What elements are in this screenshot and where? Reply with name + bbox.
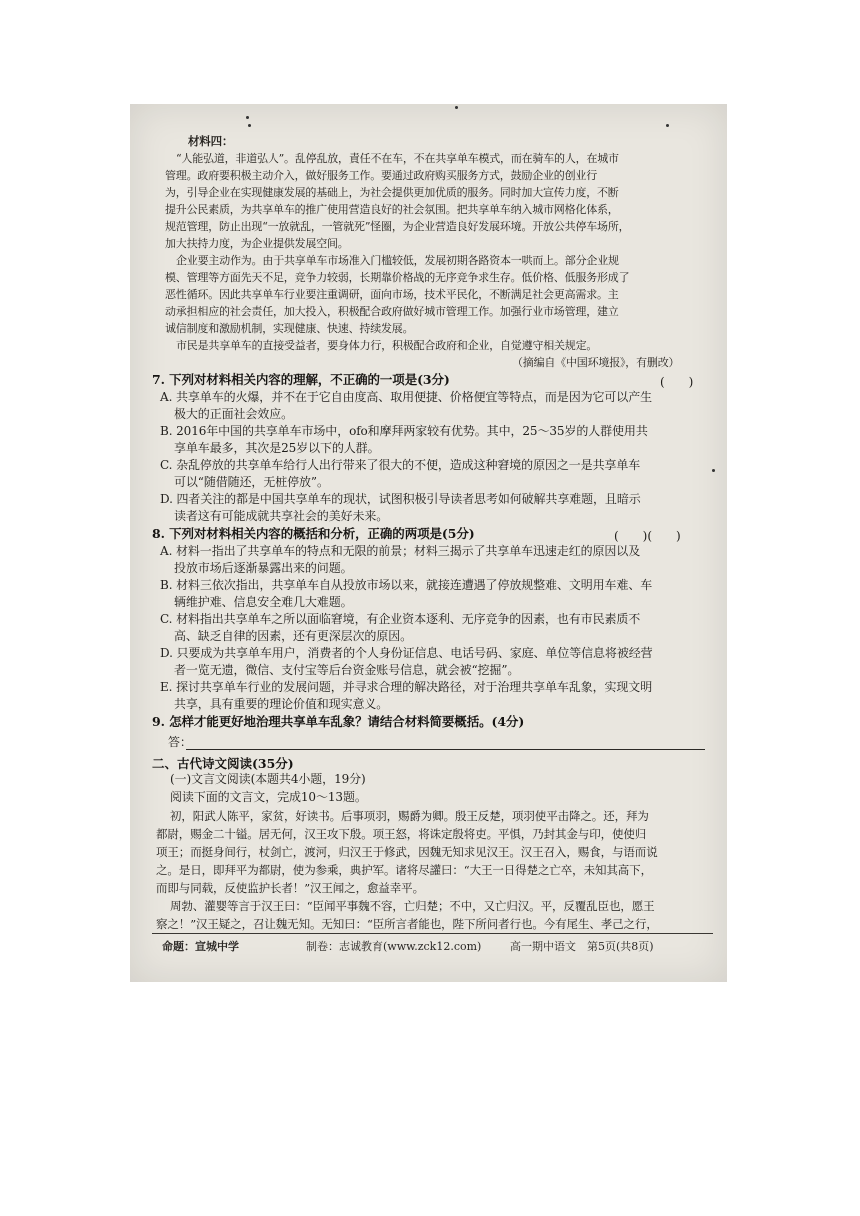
material-line: 加大扶持力度，为企业提供发展空间。 (165, 237, 349, 250)
option-line: 共享，具有重要的理论价值和现实意义。 (174, 697, 389, 711)
question-7-stem: 7. 下列对材料相关内容的理解，不正确的一项是(3分) (152, 372, 450, 387)
classical-text-line: 都尉，赐金二十镒。居无何，汉王攻下殷。项王怒，将诛定殷将吏。平惧，乃封其金与印，使使归 (156, 827, 647, 841)
answer-bracket[interactable]: ( )( ) (614, 529, 681, 543)
option-line: C. 杂乱停放的共享单车给行人出行带来了很大的不便，造成这种窘境的原因之一是共享单车 (160, 458, 641, 472)
material-line: 模、管理等方面先天不足，竞争力较弱，长期靠价格战的无序竞争求生存。低价格、低服务形成了 (165, 271, 630, 284)
subsection-title: (一)文言文阅读(本题共4小题，19分) (170, 772, 366, 786)
footer-page-number: 高一期中语文 第5页(共8页) (510, 940, 654, 953)
scan-speck (455, 106, 458, 109)
option-line: 投放市场后逐渐暴露出来的问题。 (174, 561, 353, 575)
instruction: 阅读下面的文言文，完成10～13题。 (170, 790, 367, 804)
question-8-stem: 8. 下列对材料相关内容的概括和分析，正确的两项是(5分) (152, 526, 475, 541)
footer-producer: 制卷：志诚教育(www.zck12.com) (306, 940, 482, 953)
scan-speck (246, 116, 249, 119)
option-line: 可以“随借随还，无桩停放”。 (174, 475, 329, 489)
scanned-exam-page (130, 104, 727, 982)
classical-text-line: 初，阳武人陈平，家贫，好读书。后事项羽，赐爵为卿。殷王反楚，项羽使平击降之。还，拜为 (170, 809, 649, 823)
answer-bracket[interactable]: ( ) (660, 375, 694, 389)
option-line: D. 四者关注的都是中国共享单车的现状，试图积极引导读者思考如何破解共享难题，且暗示 (160, 492, 641, 506)
answer-line[interactable] (186, 749, 705, 750)
material-line: 提升公民素质，为共享单车的推广使用营造良好的社会氛围。把共享单车纳入城市网格化体系， (165, 203, 619, 216)
answer-label: 答： (168, 735, 192, 749)
scan-speck (666, 124, 669, 127)
classical-text-line: 之。是日，即拜平为都尉，使为参乘，典护军。诸将尽讙曰：“大王一日得楚之亡卒，未知其高下， (156, 863, 652, 877)
option-line: 享单车最多，其次是25岁以下的人群。 (174, 441, 380, 455)
section-title: 二、古代诗文阅读(35分) (152, 756, 294, 771)
option-line: B. 材料三依次指出，共享单车自从投放市场以来，就接连遭遇了停放规整难、文明用车难、车 (160, 578, 653, 592)
option-line: D. 只要成为共享单车用户，消费者的个人身份证信息、电话号码、家庭、单位等信息将被经营 (160, 646, 653, 660)
option-line: 读者这有可能成就共享社会的美好未来。 (174, 509, 389, 523)
material-line: 企业要主动作为。由于共享单车市场准入门槛较低，发展初期各路资本一哄而上。部分企业规 (176, 254, 619, 267)
classical-text-line: 察之！”汉王疑之，召让魏无知。无知曰：“臣所言者能也，陛下所问者行也。今有尾生、孝己之行， (156, 917, 658, 931)
material-line: 管理。政府要积极主动介入，做好服务工作。要通过政府购买服务方式，鼓励企业的创业行 (165, 169, 597, 182)
option-line: E. 探讨共享单车行业的发展问题，并寻求合理的解决路径，对于治理共享单车乱象，实现文明 (160, 680, 653, 694)
option-line: 者一览无遗，微信、支付宝等后台资金账号信息，就会被“挖掘”。 (174, 663, 520, 677)
option-line: 极大的正面社会效应。 (174, 407, 294, 421)
material-line: 动承担相应的社会责任，加大投入，积极配合政府做好城市管理工作。加强行业市场管理，建立 (165, 305, 619, 318)
classical-text-line: 周勃、灌婴等言于汉王曰：“臣闻平事魏不容，亡归楚；不中，又亡归汉。平，反覆乱臣也，愿王 (170, 899, 655, 913)
material-line: 恶性循环。因此共享单车行业要注重调研，面向市场，技术平民化，不断满足社会更高需求。主 (165, 288, 619, 301)
material-heading: 材料四： (188, 134, 234, 148)
material-line: 为，引导企业在实现健康发展的基础上，为社会提供更加优质的服务。同时加大宣传力度，不断 (165, 186, 619, 199)
classical-text-line: 而即与同载，反使监护长者！”汉王闻之，愈益幸平。 (156, 881, 424, 895)
material-line: 诚信制度和激励机制，实现健康、快速、持续发展。 (165, 322, 414, 335)
footer-rule (152, 933, 713, 934)
option-line: 高、缺乏自律的因素，还有更深层次的原因。 (174, 629, 413, 643)
scan-speck (248, 124, 251, 127)
footer-author: 命题：宣城中学 (162, 940, 239, 953)
material-line: 规范管理，防止出现“一放就乱，一管就死”怪圈，为企业营造良好发展环境。开放公共停车场所， (165, 220, 630, 233)
option-line: B. 2016年中国的共享单车市场中，ofo和摩拜两家较有优势。其中，25～35岁的人群使用共 (160, 424, 648, 438)
material-line: 市民是共享单车的直接受益者，要身体力行，积极配合政府和企业，自觉遵守相关规定。 (176, 339, 598, 352)
option-line: 辆维护难、信息安全难几大难题。 (174, 595, 353, 609)
classical-text-line: 项王；而挺身间行，杖剑亡，渡河，归汉王于修武，因魏无知求见汉王。汉王召入，赐食，与语而说 (156, 845, 658, 859)
material-line: “人能弘道，非道弘人”。乱停乱放，責任不在车，不在共享单车模式，而在骑车的人，在城市 (176, 152, 619, 165)
material-source: （摘编自《中国环境报》，有删改） (512, 356, 680, 369)
option-line: C. 材料指出共享单车之所以面临窘境，有企业资本逐利、无序竞争的因素，也有市民素质不 (160, 612, 641, 626)
option-line: A. 共享单车的火爆，并不在于它自由度高、取用便捷、价格便宜等特点，而是因为它可以产生 (160, 390, 652, 404)
question-9-stem: 9. 怎样才能更好地治理共享单车乱象？请结合材料简要概括。(4分) (152, 714, 525, 729)
option-line: A. 材料一指出了共享单车的特点和无限的前景；材料三揭示了共享单车迅速走红的原因以及 (160, 544, 641, 558)
